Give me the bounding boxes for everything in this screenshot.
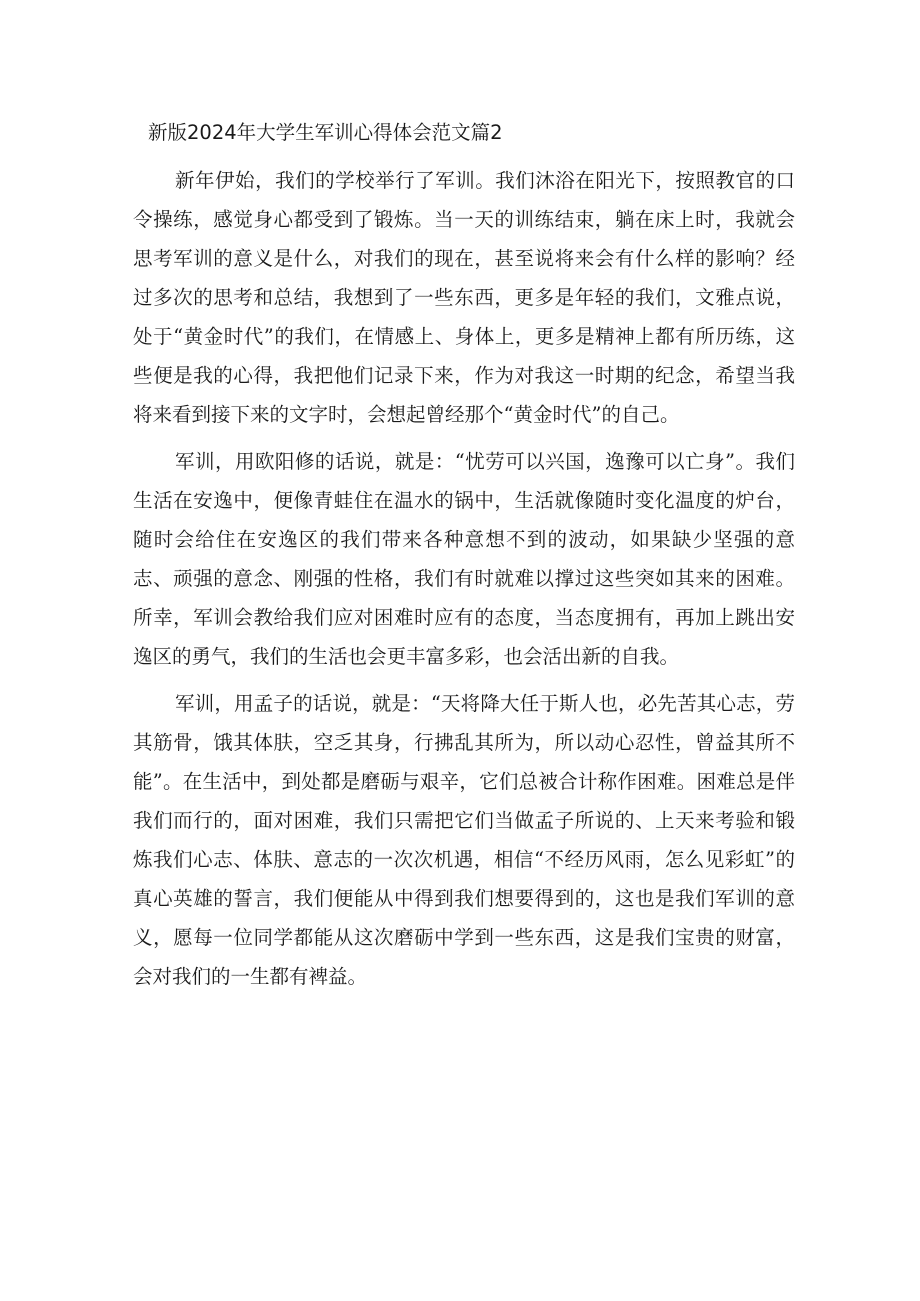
document-title: 新版2024年大学生军训心得体会范文篇2 bbox=[148, 121, 503, 144]
paragraph-2: 军训，用欧阳修的话说，就是：“忧劳可以兴国，逸豫可以亡身”。我们生活在安逸中，便像青蛙住在温水的锅中，生活就像随时变化温度的炉台，随时会给住在安逸区的我们带来各种意想不到的波动，如果缺少坚强的意志、顽强的意念、刚强的性格，我们有时就难以撑过这些突如其来的困难。所幸，军训会教给我们应对困难时应有的态度，当态度拥有，再加上跳出安逸区的勇气，我们的生活也会更丰富多彩，也会活出新的自我。 bbox=[133, 450, 795, 668]
paragraph-1: 新年伊始，我们的学校举行了军训。我们沐浴在阳光下，按照教官的口令操练，感觉身心都受到了锻炼。当一天的训练结束，躺在床上时，我就会思考军训的意义是什么，对我们的现在，甚至说将来会有什么样的影响？经过多次的思考和总结，我想到了一些东西，更多是年轻的我们，文雅点说，处于“黄金时代”的我们，在情感上、身体上，更多是精神上都有所历练，这些便是我的心得，我把他们记录下来，作为对我这一时期的纪念，希望当我将来看到接下来的文字时，会想起曾经那个“黄金时代”的自己。 bbox=[133, 169, 795, 426]
document-body bbox=[133, 112, 795, 996]
paragraph-3: 军训，用孟子的话说，就是：“天将降大任于斯人也，必先苦其心志，劳其筋骨，饿其体肤，空乏其身，行拂乱其所为，所以动心忍性，曾益其所不能”。在生活中，到处都是磨砺与艰辛，它们总被合计称作困难。困难总是伴我们而行的，面对困难，我们只需把它们当做孟子所说的、上天来考验和锻炼我们心志、体肤、意志的一次次机遇，相信“不经历风雨，怎么见彩虹”的真心英雄的誓言，我们便能从中得到我们想要得到的，这也是我们军训的意义，愿每一位同学都能从这次磨砺中学到一些东西，这是我们宝贵的财富，会对我们的一生都有裨益。 bbox=[133, 692, 795, 988]
